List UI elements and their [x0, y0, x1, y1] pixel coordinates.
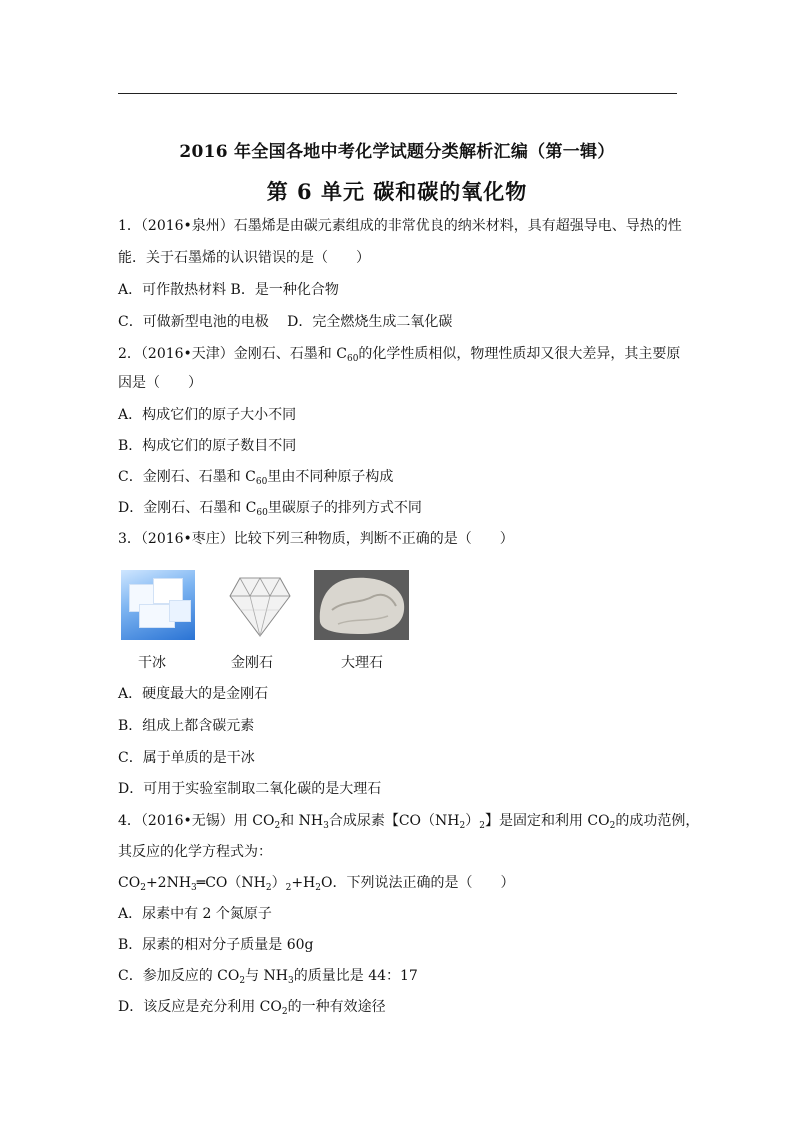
q2-option-d: D．金刚石、石墨和 $C_{60}$里碳原子的排列方式不同: [118, 500, 422, 518]
q3-option-a: A．硬度最大的是金刚石: [118, 686, 269, 702]
q4-option-b: B．尿素的相对分子质量是 60g: [118, 937, 314, 953]
caption-diamond: 金刚石: [231, 655, 273, 671]
header-rule: [118, 93, 677, 94]
marble-image: [314, 570, 409, 640]
q4-equation: $CO_2+2NH_3═CO(NH_2)_2+H_2O$．下列说法正确的是（ ）: [118, 875, 515, 893]
diamond-image: [228, 570, 292, 640]
q1-options-ab: A．可作散热材料 B．是一种化合物: [118, 282, 339, 298]
q4-option-c: C．参加反应的 $CO_2$与 $NH_3$的质量比是 44：17: [118, 968, 418, 986]
q3-option-c: C．属于单质的是干冰: [118, 750, 255, 766]
q2-option-a: A．构成它们的原子大小不同: [118, 407, 297, 423]
q4-option-a: A．尿素中有 2 个氮原子: [118, 906, 272, 922]
q4-line-1: 4．（2016•无锡）用 $CO_2$和 $NH_3$合成尿素【$CO(NH_2)_2$】是固定和利用 $CO_2$的成功范例，: [118, 813, 700, 831]
document-title: 2016 年全国各地中考化学试题分类解析汇编（第一辑）: [179, 142, 615, 162]
caption-dry-ice: 干冰: [138, 655, 166, 671]
q4-option-d: D．该反应是充分利用 $CO_2$的一种有效途径: [118, 999, 386, 1017]
dry-ice-image: [121, 570, 195, 640]
caption-marble: 大理石: [341, 655, 383, 671]
unit-title: 第 6 单元 碳和碳的氧化物: [266, 179, 528, 204]
q2-line-2: 因是（ ）: [118, 375, 202, 391]
q1-line-2: 能．关于石墨烯的认识错误的是（ ）: [118, 250, 370, 266]
q2-option-b: B．构成它们的原子数目不同: [118, 438, 297, 454]
q1-line-1: 1．（2016•泉州）石墨烯是由碳元素组成的非常优良的纳米材料，具有超强导电、导热的性: [118, 218, 682, 234]
q3-option-b: B．组成上都含碳元素: [118, 718, 255, 734]
q4-line-2: 其反应的化学方程式为：: [118, 844, 272, 860]
q3-option-d: D．可用于实验室制取二氧化碳的是大理石: [118, 781, 382, 797]
q2-line-1: 2．（2016•天津）金刚石、石墨和 $C_{60}$的化学性质相似，物理性质却又很大差异，其主要原: [118, 346, 681, 364]
q3-line-1: 3．（2016•枣庄）比较下列三种物质，判断不正确的是（ ）: [118, 531, 514, 547]
q1-options-cd: C．可做新型电池的电极 D．完全燃烧生成二氧化碳: [118, 314, 453, 330]
q2-option-c: C．金刚石、石墨和 $C_{60}$里由不同种原子构成: [118, 469, 394, 487]
